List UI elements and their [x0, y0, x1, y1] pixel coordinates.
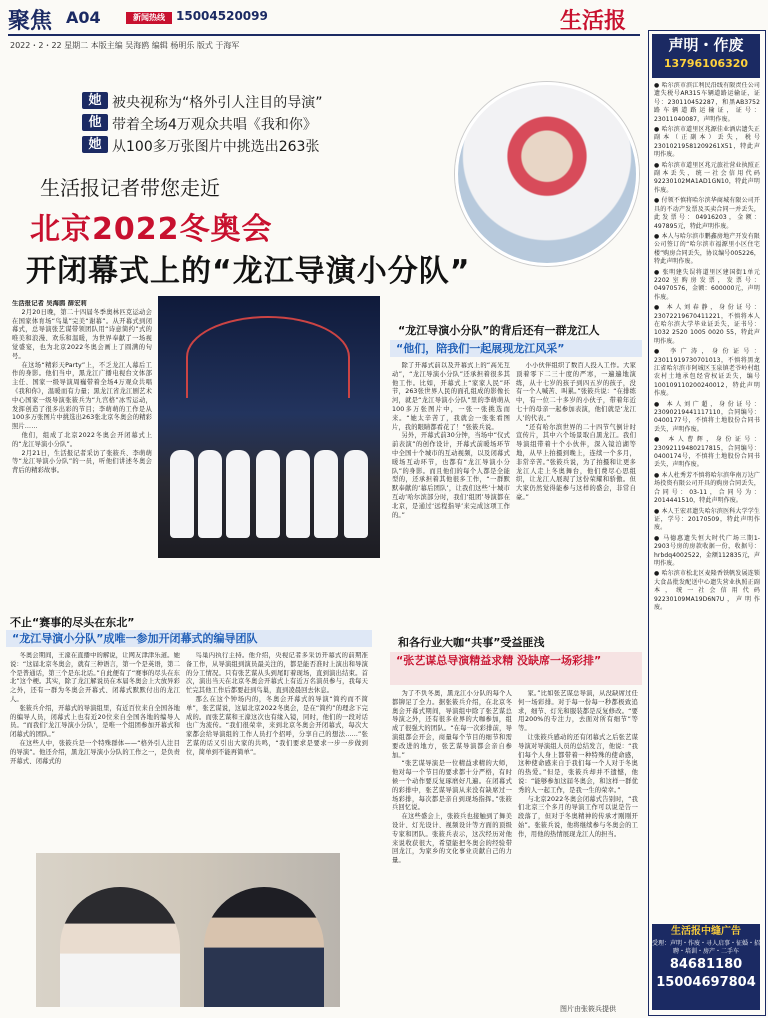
lead-paragraph: 在这场“精彩天Party”上，不乏龙江人幕后工作的身影。他们当中，黑龙江广播电视台文体部主任、国家一级导演周巍带着全场4万观众共唱《我和你》，温暖而有力量；黑龙江省龙江剧艺术中心国家一级导演张筱兵为“九宫格”冰雪运动，发挥创造了很多出彩的节目；李萌萌的工作是从100多万张图片中挑选出263张北京冬奥会的精彩照片……	[12, 361, 152, 431]
section-3-heading: 和各行业大咖“共事”受益匪浅	[398, 636, 545, 649]
section-2-heading: “龙江导演小分队”的背后还有一群龙江人	[398, 324, 600, 337]
tagline-3-text: 从100多万张图片中挑选出263张	[112, 139, 320, 155]
paragraph: 家。”比如张艺谋总导演，从没缺席过任何一场彩排。对于每一份每一秒都极致追求，细节、灯光和服装都是反复修改。“要用200%的专注力，去面对所有细节”等等。	[518, 690, 638, 733]
notice-title: 声明・作废	[668, 36, 744, 54]
paragraph: 冬奥会期间，王濛在直播中的解说，让网友津津乐道。她说：“这届北京冬奥会，就有三种语言，第一个是英语，第二个是普通话，第三个是东北话。”自此便有了“赛事的尽头在东北”这个梗。其实，除了龙江解说员在本届冬奥会上大放异彩之外，还有一群为冬奥会开幕式、闭幕式默默付出的龙江人。	[10, 652, 180, 703]
tagline-1-text: 被央视称为“格外引人注目的导演”	[112, 95, 323, 111]
newspaper-logo: 生活报	[560, 8, 627, 34]
tagline-1-tag: 她	[82, 92, 108, 109]
notice-item: ● 哈尔滨市滨江利民沿线有限责任公司遗失税号AR315车辆道路运输证，证号：230110452287，和黑AB3752路车辆道路运输证，证号：23011040087，声明作废。	[654, 82, 760, 123]
paragraph: 在这些盛会上，张筱兵也接触到了舞美设计、灯光设计、视频设计等方面的顶级专家和团队。张筱兵表示，这次经历对他来说收获很大，希望能把冬奥会的经验带回龙江，为家乡的文化事业贡献自己的力量。	[392, 813, 512, 865]
notice-item: ● 李广涛，身份证号：23011919730701013，不慎将黑龙江省哈尔滨市阿城区玉泉镇老爷岭村组农村土地承包经营权证丢失，编号100109110200240012，特此声明作废。	[654, 348, 760, 398]
section-name: 聚焦	[8, 9, 53, 34]
byline: 生活报记者 吴海鸥 薛宏莉	[12, 300, 87, 307]
paragraph: 让张筱兵感动的还有闭幕式之后张艺谋导演对导演组人员的总结发言，他说：“我们每个人身上都带着一种特殊的使命感，这种使命感来自于我们每一个人对于冬奥的热爱。”但是，张筱兵却并不遗憾，他说：“能够参加这届冬奥会，和这样一群优秀的人一起工作，是我一生的荣幸。”	[518, 733, 638, 794]
paragraph: “还有哈尔滨世界的二十四节气倒计时宣传片，其中六个场景取自黑龙江。我们导演组带着十个小伙伴，深入镜泊湖等地，从早上拍摄到晚上，连续一个多月，非常辛苦。”张筱兵说，为了拍摄和让更多龙江人走上冬奥舞台，他们费尽心思组织，让龙江人展现了这份荣耀和骄傲。但大家仍然觉得能参与这样的盛会，非常自豪。”	[516, 423, 636, 501]
notice-item: ● 哈尔滨市道里区兆元旅社营业执照正副本丢失，统一社会信用代码92230102MA1AD1GN10，特此声明作废。	[654, 161, 760, 194]
classified-ad-box	[652, 924, 760, 1010]
reporter-photo	[455, 82, 639, 266]
director-portrait-photo	[36, 853, 340, 1007]
paragraph: 那么在这个钟场内的，冬奥会开幕式的导演“简约而不简单”，张艺谋说，这届北京2022冬奥会，是在“简约”的理念下完成的。而张艺谋和王濛这次也有缘入镜，同时，他们的一段对话也广为流传。“我们很荣幸，来到北京冬奥会开闭幕式，每次大家都会给导演组的工作人员打个招呼，分享自己的想法……”张艺谋的话又引出大家的共鸣，“我们要求是要求一步一步做到位，简单到不能再简单”。	[186, 695, 368, 756]
paragraph: 除了开幕式前以及开幕式上的“高光互动”，“龙江导演小分队”还承担着很多其他工作。比如，开幕式上“家家人民”环节，263张世界人民的面孔组成的影像长河，就是“龙江导演小分队”里的李萌萌从100多万张图片中，一张一张挑选而来。“她太辛苦了，我就会一张张看图片，我的眼睛都看花了！”张筱兵说。	[392, 362, 510, 431]
lead-paragraph: 他们，组成了北京2022冬奥会开闭幕式上的“龙江导演小分队”。	[12, 431, 152, 448]
tagline-2-text: 带着全场4万观众共唱《我和你》	[112, 117, 317, 133]
tagline-3-tag: 她	[82, 136, 108, 153]
notice-item: ● 本人刘春静，身份证号：23072219670411221，不慎将本人在哈尔滨大学毕业证丢失，证书号：1032 2520 1005 0020 55，特此声明作废。	[654, 304, 760, 345]
hotline-number: 15004520099	[176, 9, 268, 23]
paragraph: 另外，开幕式前30分钟，当场中“仪式前表演”的创作设计，开幕式前暖场环节中全国十个城市的互动视频，以及闭幕式暖场互动环节，也都有“龙江导演小分队”的身影。而且他们的每个人都是全能型的，还承担着其他很多工作，“一群默默奉献的‘幕后团队’，让我们这些‘十城市互动’哈尔滨部分时，我们‘组团’导演都在北京，是通过‘远程指导’来完成这项工作的。”	[392, 432, 510, 519]
photo-credit: 图片由张筱兵提供	[560, 1005, 616, 1013]
paragraph: 与北京2022冬奥会闭幕式告别时，“我们北京三个多月的导演工作可以说是告一段落了，但对于冬奥精神的传承才刚刚开始”。张筱兵说，他将继续参与冬奥会的工作，用他的热情展现龙江人的担当。	[518, 795, 638, 838]
notice-item: ● 付领不慎将哈尔滨华商城有限公司开具的不动产发票及买卖合同一并丢失，此发票号：04916203，金额：497895元，特此声明作废。	[654, 197, 760, 230]
section-1-col-2	[186, 652, 368, 848]
headline-line-2: 开闭幕式上的“龙江导演小分队”	[26, 254, 471, 289]
kicker: 生活报记者带您走近	[40, 176, 220, 200]
section-1-col-1	[10, 652, 180, 848]
notice-item: ● 本人曹辉，身份证号：23092119480217815，合同编号：0400174号，不慎将土地股份合同书丢失，声明作废。	[654, 436, 760, 469]
section-3-bar: “张艺谋总导演精益求精 没缺席一场彩排”	[390, 652, 642, 685]
notice-item: ● 本人刘广超，身份证号：23090219441117110，合同编号：0400177号，不慎将土地股份合同书丢失，声明作废。	[654, 400, 760, 433]
paragraph: “张艺谋导演是一位精益求精的大师，他对每一个节目的要求都十分严格，有时候一个动作要反复琢磨好几遍。在闭幕式的彩排中，张艺谋导演从来没有缺席过一场彩排，每次都是亲自到现场指挥。”张筱兵回忆说。	[392, 760, 512, 812]
team-group-photo	[158, 296, 380, 558]
notice-item: ● 张明建失误将道里区建国街1单元2202室购房发票，发票号：04970576，金额：600000元，声明作废。	[654, 268, 760, 301]
notice-item: ● 哈尔滨市松北区麦隆香铁帆发展连锁大食品批发配送中心遗失营业执照正副本，统一社会信用代码92230109MA19D6N7U，声明作废。	[654, 570, 760, 611]
notice-list	[654, 82, 760, 920]
lead-paragraph: 2月20日晚，第二十四届冬季奥林匹克运动会在国家体育场“鸟巢”完美“谢幕”。从开幕式到闭幕式，总导演张艺谋带领团队用“诗意简约”式的唯美和浪漫、欢乐和温暖，为世界奉献了一场视觉盛宴，也为北京2022冬奥会画上了圆满的句号。	[12, 308, 152, 360]
hotline-label: 新闻热线	[126, 12, 172, 24]
tagline-2-tag: 他	[82, 114, 108, 131]
section-2-bar: “他们，陪我们一起展现龙江风采”	[390, 340, 642, 357]
notice-item: ● 马德惠遗失恒大时代广场三期1-2903号房的房款收据一份，收据号：hrbdq4002522，金额112835元，声明作废。	[654, 534, 760, 567]
ad-phone-2: 15004697804	[656, 975, 756, 990]
notice-phone: 13796106320	[663, 57, 749, 70]
section-1-heading: 不止“赛事的尽头在东北”	[10, 616, 135, 629]
section-3-col-2	[518, 690, 638, 1000]
paragraph: 鸟巢内执行主持。他介绍，央视记者多采访开幕式的前期准备工作，从导演组到演员最关注的，都是能否准时上演出和导演的分工情况。只有张艺谋从头到尾盯着现场，直到演出结束。首次，演出当天在北京冬奥会开幕式上有近万名演员参与，我每天忙完其他工作后都要赶到鸟巢，直到凌晨回去休息。	[186, 652, 368, 695]
section-1-bar: “龙江导演小分队”成唯一参加开闭幕式的编导团队	[6, 630, 372, 647]
notice-header	[652, 34, 760, 78]
notice-item: ● 本人王宏君遗失哈尔滨医科大学学生证，学号：20170509，特此声明作废。	[654, 507, 760, 532]
lead-paragraph: 2月21日，生活报记者采访了张筱兵、李萌萌等“龙江导演小分队”的一员，听他们讲述冬奥会背后的精彩故事。	[12, 449, 152, 475]
ad-subtitle: 受理：声明・作废・寻人启事・征婚・招聘・培训・房产・二手车	[652, 940, 761, 955]
paragraph: 小小伙伴组织了数百人投入工作。大家顶着零下二三十度的严寒，一遍遍地演练，从十七岁的孩子到四五岁的孩子，没有一个人喊苦、叫累。”张筱兵说：“在排练中，有一位二十多岁的小伙子，带着年近七十的母亲一起参加表演，他们就是‘龙江人’的代表。”	[516, 362, 636, 422]
section-2-col-1	[392, 362, 510, 614]
ad-title: 生活报中缝广告	[671, 926, 741, 937]
paragraph: 在这些人中，张筱兵是一个特殊群体——“格外引人注目的导演”。他还介绍，黑龙江导演小分队的工作之一，是负责开幕式、闭幕式的	[10, 739, 180, 765]
header-divider	[8, 34, 640, 36]
headline-line-1: 北京2022冬奥会	[30, 212, 273, 247]
issue-info: 2022・2・22 星期二 本版主编 吴海鸥 编辑 杨明乐 版式 于海军	[10, 41, 240, 50]
notice-item: ● 本人与哈尔滨市鹏鑫房地产开发有限公司签订的“哈尔滨市福源里小区住宅楼”购房合同丢失，协议编号005226，特此声明作废。	[654, 232, 760, 266]
notice-item: ● 哈尔滨市道里区兆源佳业酒店遗失正副本（正副本）丢失，税号23010219581209261X51，特此声明作废。	[654, 126, 760, 159]
section-2-col-2	[516, 362, 636, 614]
page-number: A04	[66, 8, 101, 27]
paragraph: 为了不负冬奥，黑龙江小分队的每个人都铆足了全力。据张筱兵介绍，在北京冬奥会开幕式期间，导演组中除了张艺谋总导演之外，还有很多业界的大咖参加，组成了很强大的团队。“在每一次彩排前，导演组都会开会，商量每个节目的细节和需要改进的地方，张艺谋导演都会亲自参加。”	[392, 690, 512, 759]
notice-item: ● 本人杜秀芳不慎将哈尔滨华南万达广场投资有限公司开具的购房合同丢失，合同号：03-11，合同号为：2014441510，特此声明作废。	[654, 471, 760, 505]
paragraph: 张筱兵介绍，开幕式的导演组里，有近百位来自全国各地的编导人员，闭幕式上也有近20位来自全国各地的编导人员。“而我们‘龙江导演小分队’，是唯一个组团参加开幕式和闭幕式的团队。”	[10, 704, 180, 739]
lead-text	[12, 300, 152, 590]
section-3-col-1	[392, 690, 512, 1000]
ad-phone-1: 84681180	[669, 957, 743, 972]
